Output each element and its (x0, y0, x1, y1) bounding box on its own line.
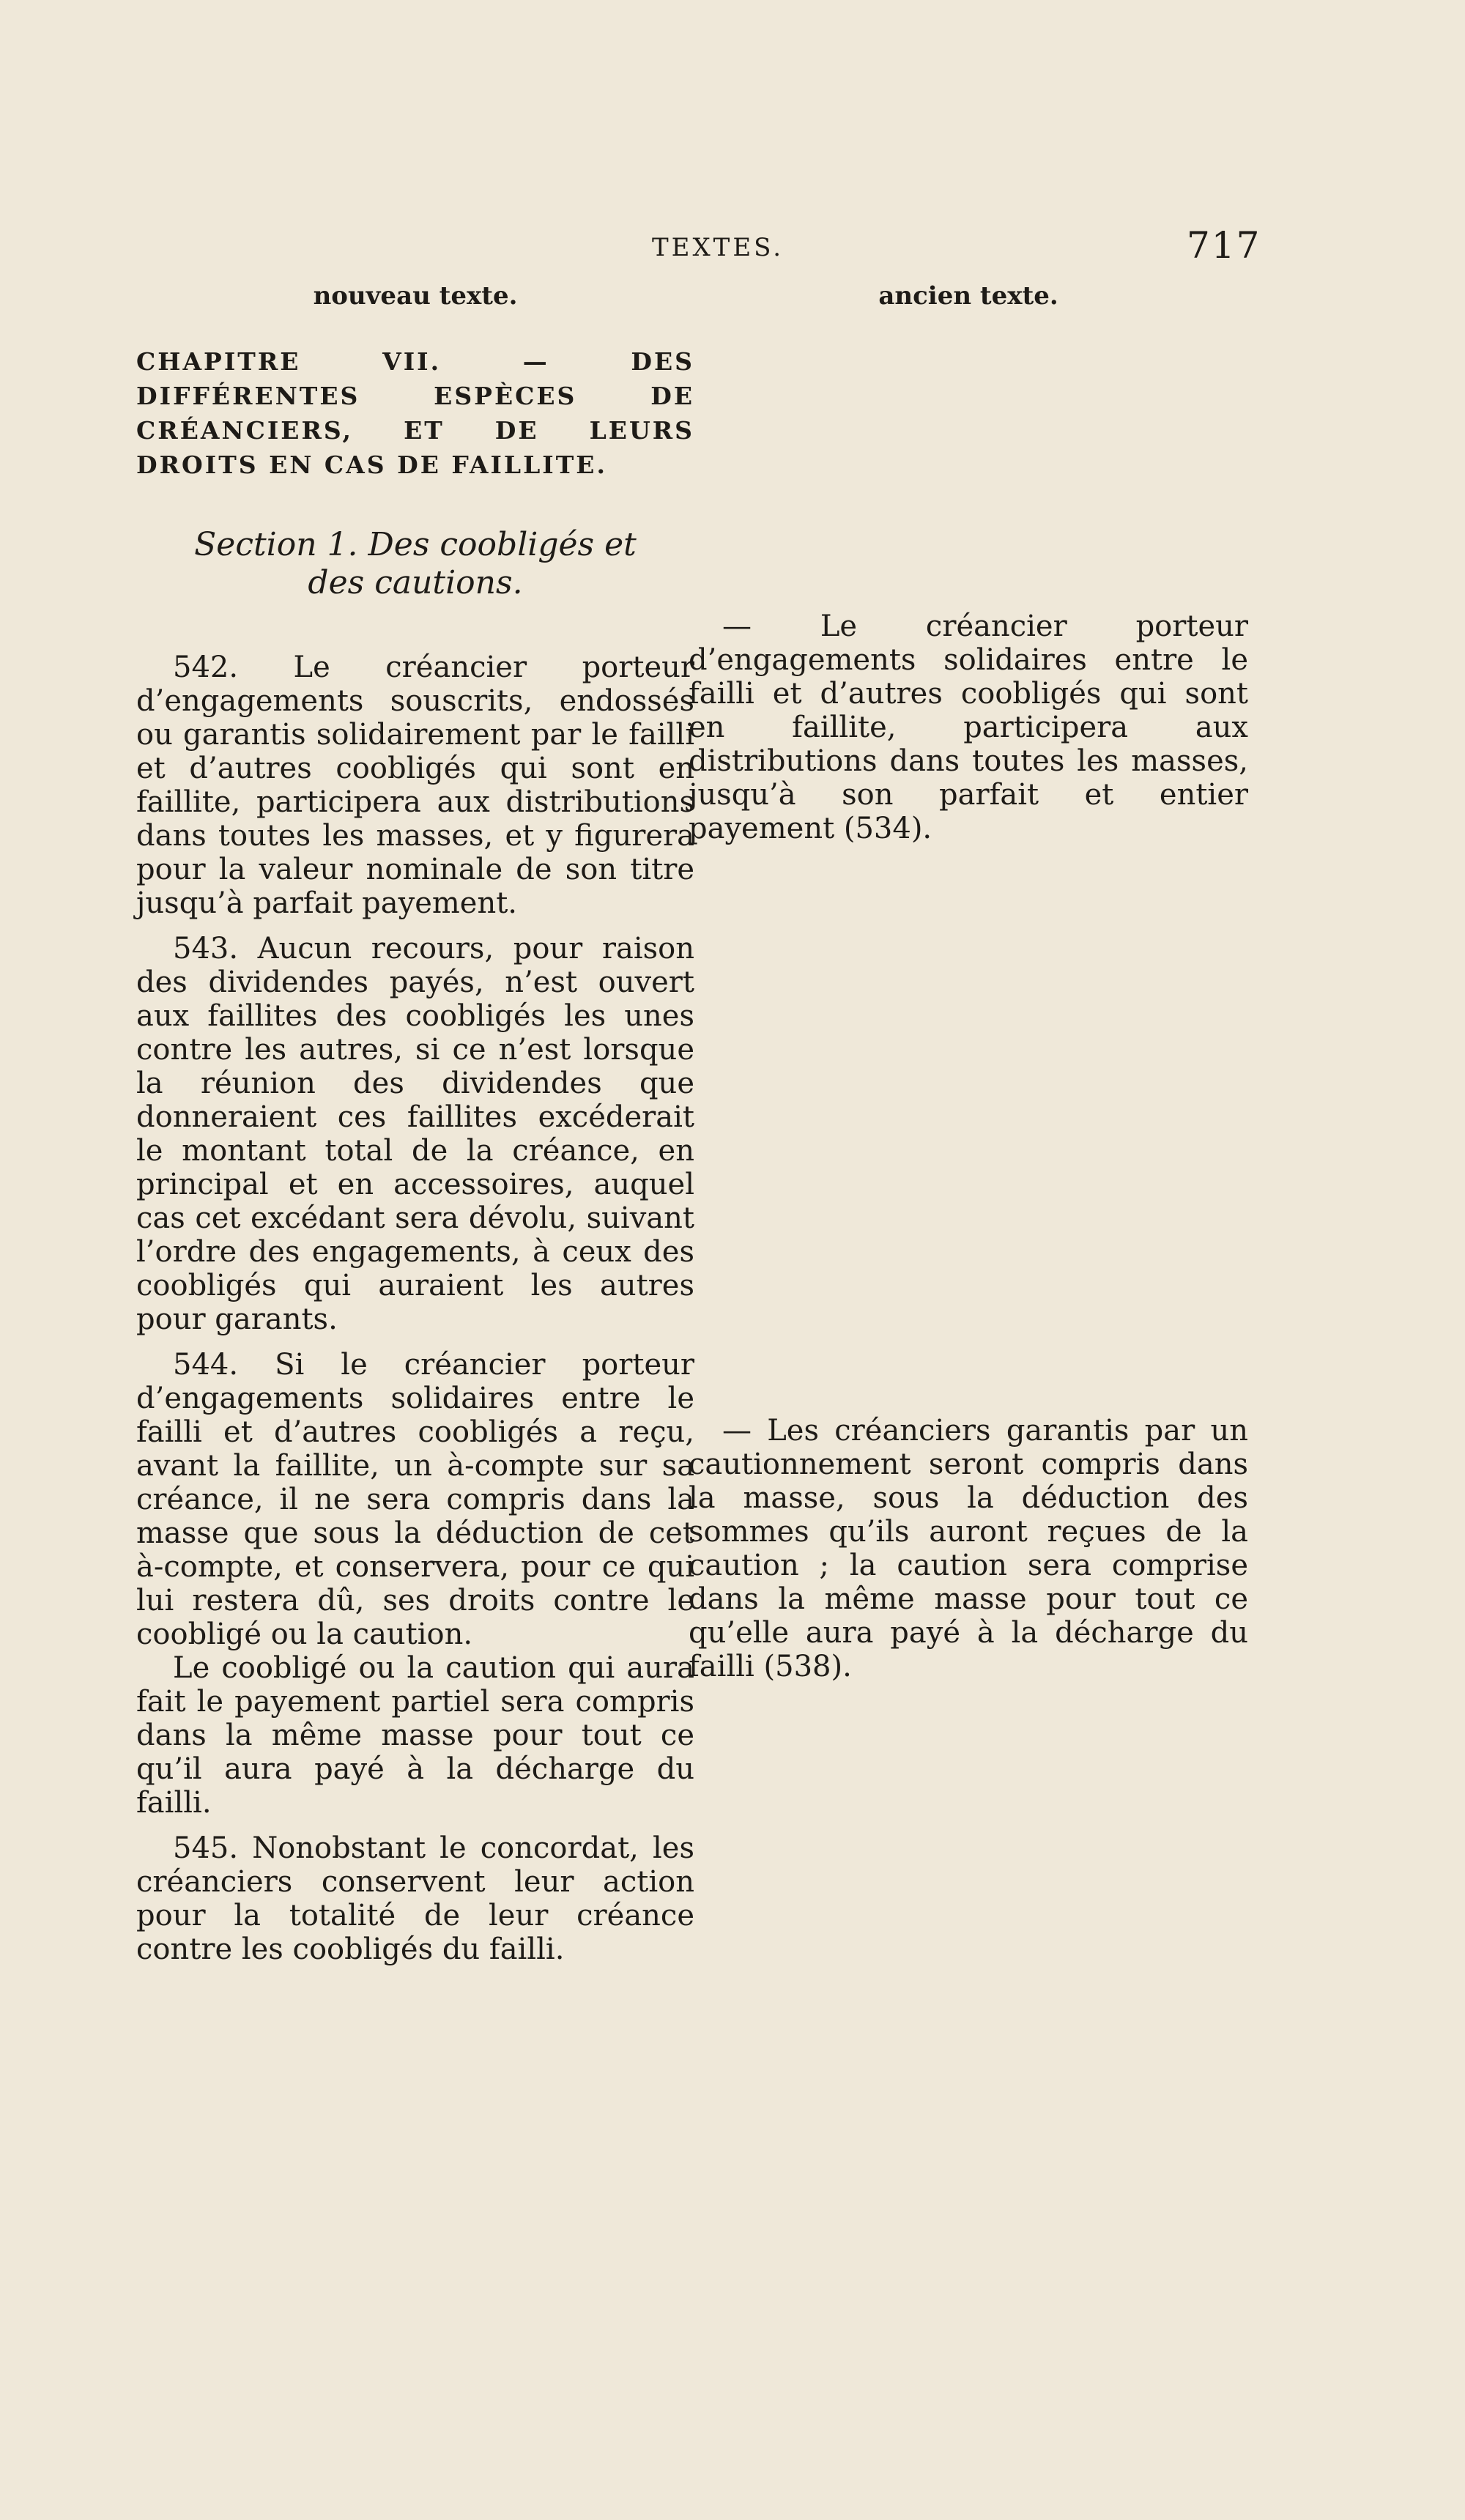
article-542-text: Le créancier porteur d’engagements souscrits, endossés ou garantis solidairement par le failli et d’autres coobligés qui sont en faillite, participera aux distributions dans toutes les masses, et y figurera pour la valeur nominale de son titre jusqu’à parfait payement. (136, 651, 694, 920)
article-544-paragraph-2: Le coobligé ou la caution qui aura fait le payement partiel sera compris dans la même masse pour tout ce qu’il aura payé à la décharge du failli. (136, 1651, 694, 1820)
old-text-block-1 (689, 609, 1248, 845)
article-544-number: 544. (173, 1348, 239, 1382)
section-heading-line-2: des cautions. (308, 564, 523, 601)
article-545-number: 545. (173, 1831, 239, 1865)
page-number: 717 (1187, 224, 1261, 267)
old-text-paragraph-1: — Le créancier porteur d’engagements solidaires entre le failli et d’autres coobligés qui sont en faillite, participera aux distributions dans toutes les masses, jusqu’à son parfait et entier payement (534). (689, 609, 1248, 845)
article-542 (136, 651, 694, 920)
article-543-text: Aucun recours, pour raison des dividendes payés, n’est ouvert aux faillites des coobligés les unes contre les autres, si ce n’est lorsque la réunion des dividendes que donneraient ces faillites excéderait le montant total de la créance, en principal et en accessoires, auquel cas cet excédant sera dévolu, suivant l’ordre des engagements, à ceux des coobligés qui auraient les autres pour garants. (136, 932, 694, 1336)
chapter-heading: CHAPITRE VII. — DES DIFFÉRENTES ESPÈCES DE CRÉANCIERS, ET DE LEURS DROITS EN CAS DE FAILLITE. (136, 347, 694, 479)
new-text-column (136, 344, 694, 1966)
article-542-number: 542. (173, 651, 239, 684)
old-text-paragraph-2: — Les créanciers garantis par un cautionnement seront compris dans la masse, sous la déduction des sommes qu’ils auront reçues de la caution ; la caution sera comprise dans la même masse pour tout ce qu’elle aura payé à la décharge du failli (538). (689, 1414, 1248, 1683)
article-544 (136, 1348, 694, 1651)
section-heading (136, 526, 694, 602)
article-545 (136, 1831, 694, 1966)
left-column-heading: nouveau texte. (313, 281, 518, 311)
article-544-text: Si le créancier porteur d’engagements solidaires entre le failli et d’autres coobligés a reçu, avant la faillite, un à-compte sur sa créance, il ne sera compris dans la masse que sous la déduction de cet à-compte, et conservera, pour ce qui lui restera dû, ses droits contre le coobligé ou la caution. (136, 1348, 694, 1651)
section-heading-line-1: Section 1. Des coobligés et (194, 526, 637, 563)
right-column-heading: ancien texte. (878, 281, 1058, 311)
old-text-block-2 (689, 1414, 1248, 1683)
article-545-text: Nonobstant le concordat, les créanciers conservent leur action pour la totalité de leur créance contre les coobligés du failli. (136, 1831, 694, 1966)
article-543 (136, 932, 694, 1336)
running-header-title: TEXTES. (651, 233, 785, 262)
article-543-number: 543. (173, 932, 239, 966)
